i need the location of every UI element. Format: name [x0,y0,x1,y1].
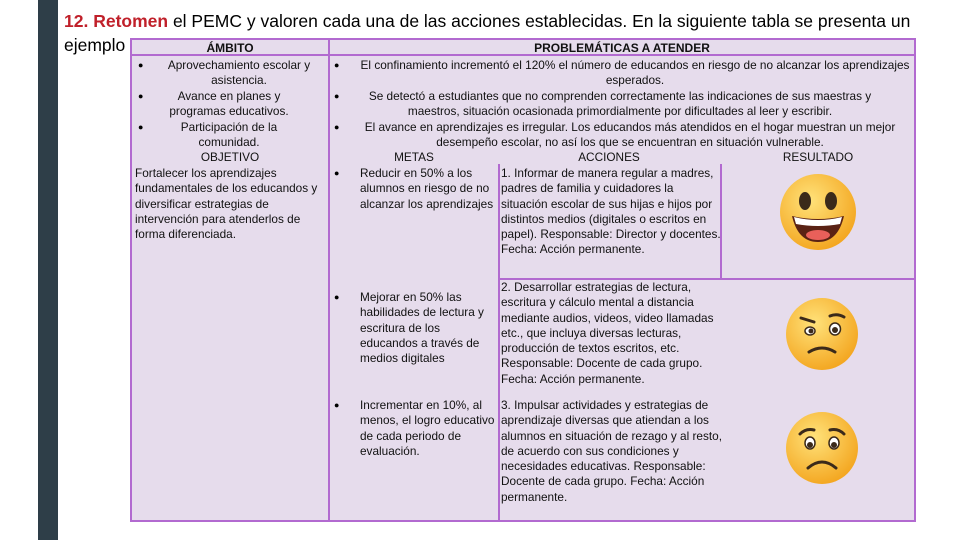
header-objetivo: OBJETIVO [200,150,260,164]
header-ambito: ÁMBITO [206,41,254,55]
ambito-item: Aprovechamiento escolar y asistencia. [167,58,311,88]
problematica-item: Se detectó a estudiantes que no comprenden correctamente las indicaciones de sus maestras y maestros, situación ocasionada primordialmente por dificultades al leer y escribir. [368,89,872,119]
header-problematicas: PROBLEMÁTICAS A ATENDER [534,41,710,55]
worried-face-icon [784,296,860,372]
meta-text: Mejorar en 50% las habilidades de lectura y escritura de los educandos a través de medios digitales [360,290,484,366]
laughing-face-icon [778,172,858,252]
problematica-item: El confinamiento incrementó el 120% el número de educandos en riesgo de no alcanzar los aprendizajes esperados. [360,58,910,88]
heading-text: el PEMC y valoren cada una de las acciones establecidas. En la siguiente tabla se presenta un [168,11,911,31]
header-resultado: RESULTADO [782,150,854,164]
bullet-icon: ● [334,122,340,132]
sad-face-icon [784,410,860,486]
table-divider [328,40,330,520]
header-metas: METAS [394,150,434,164]
accion-text: 1. Informar de manera regular a madres, padres de familia y cuidadores la situación escolar de sus hijas e hijos por distintos medios (digitales o escritos en papel). Responsable: Director y docentes. Fecha: Acción permanente. [501,166,721,257]
heading-continuation: ejemplo [64,35,126,55]
table-divider [498,164,500,520]
bullet-icon: ● [334,400,340,410]
problematica-item: El avance en aprendizajes es irregular. Los educandos más atendidos en el hogar muestran un mejor desempeño escolar, no así los que se encuentran en situación vulnerable. [364,120,896,150]
bullet-icon: ● [138,91,144,101]
heading-keyword: Retomen [93,11,169,31]
accion-text: 3. Impulsar actividades y estrategias de aprendizaje diversas que atiendan a los alumnos en situación de rezago y al resto, de acuerdo con sus condiciones y necesidades educativas. Responsable: Docente de cada grupo. Fecha: Acción permanente. [501,398,722,504]
bullet-icon: ● [138,122,144,132]
accion-text: 2. Desarrollar estrategias de lectura, escritura y cálculo mental a distancia mediante audios, videos, video llamadas etc., que incluya diversas lecturas, producción de textos escritos, etc. Responsable: Docente de cada grupo. Fecha: Acción permanente. [501,280,714,386]
ambito-item: Participación de la comunidad. [180,120,278,150]
meta-text: Reducir en 50% a los alumnos en riesgo de no alcanzar los aprendizajes [360,166,494,211]
pemc-table [130,38,916,522]
sidebar-bar [38,0,58,540]
bullet-icon: ● [334,292,340,302]
objetivo-text: Fortalecer los aprendizajes fundamentales de los educandos y diversificar estrategias de intervención para atenderlos de forma diferenciada. [135,166,318,242]
meta-text: Incrementar en 10%, al menos, el logro educativo de cada periodo de evaluación. [360,398,495,458]
bullet-icon: ● [334,168,340,178]
header-acciones: ACCIONES [578,150,640,164]
heading-number: 12. [64,11,89,31]
instruction-heading [64,10,954,33]
bullet-icon: ● [334,91,340,101]
bullet-icon: ● [138,60,144,70]
bullet-icon: ● [334,60,340,70]
ambito-item: Avance en planes y programas educativos. [169,89,289,119]
